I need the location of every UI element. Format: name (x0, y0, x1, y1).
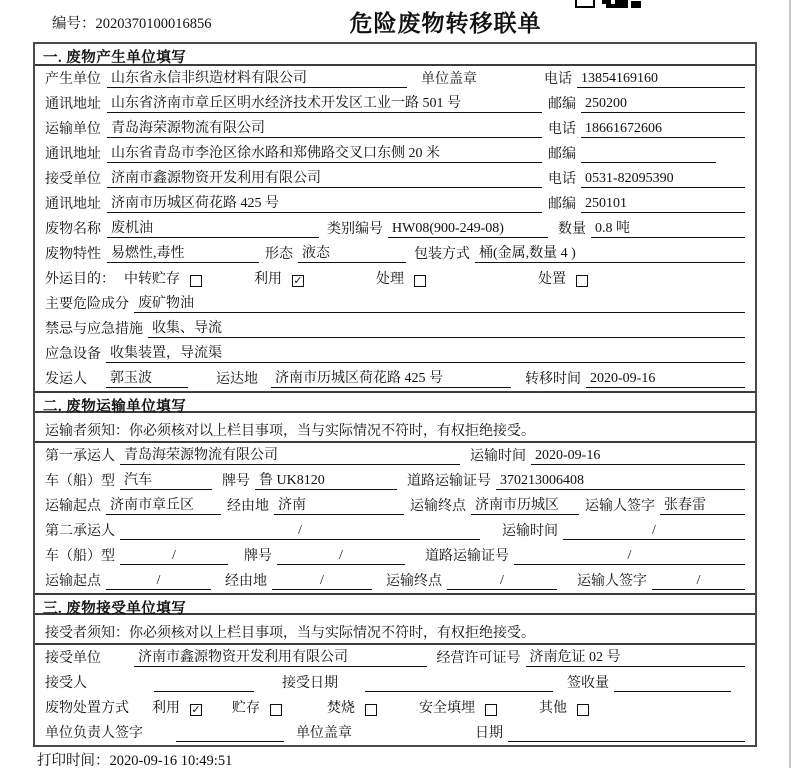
form-row (35, 468, 755, 493)
field-value: 济南市历城区荷花路 425 号 (107, 192, 542, 213)
checkbox-label: 焚烧 (327, 701, 355, 716)
field-label: 邮编 (548, 97, 576, 112)
checkbox-checked-icon: ✓ (191, 703, 201, 716)
checkbox-icon (485, 704, 497, 716)
checkbox-label: 安全填埋 (419, 701, 475, 716)
field-label: 经营许可证号 (436, 651, 521, 666)
field-value: 青岛海荣源物流有限公司 (107, 117, 542, 138)
field-value: / (514, 547, 745, 565)
field-label: 电话 (544, 72, 572, 87)
field-label: 道路运输证号 (407, 474, 491, 489)
field-value: 0.8 吨 (591, 217, 745, 238)
checkbox-icon (577, 704, 589, 716)
field-label: 运输时间 (470, 449, 526, 464)
field-value: 济南市鑫源物资开发利用有限公司 (107, 167, 542, 188)
field-label: 单位负责人签字 (45, 726, 143, 741)
field-label: 运输起点 (45, 574, 101, 589)
field-label: 运输终点 (410, 499, 466, 514)
manifest-table (33, 42, 757, 747)
field-value: 济南市章丘区 (106, 494, 221, 515)
field-label: 类别编号 (327, 222, 383, 237)
form-row (35, 216, 755, 241)
form-row (35, 493, 755, 518)
field-value: / (120, 547, 228, 565)
form-row (35, 341, 755, 366)
checkbox-label: 其他 (539, 701, 567, 716)
section3-notice: 接受者须知：你必须核对以上栏目事项，当与实际情况不符时，有权拒绝接受。 (35, 615, 755, 645)
field-value: / (106, 572, 211, 590)
field-value: / (563, 522, 745, 540)
field-value: 250200 (581, 95, 745, 113)
field-label: 牌号 (222, 474, 250, 489)
section1-header: 一. 废物产生单位填写 (35, 44, 755, 66)
field-label: 运输起点 (45, 499, 101, 514)
form-row (35, 366, 755, 391)
form-row-checkboxes (35, 266, 755, 291)
form-row (35, 443, 755, 468)
field-label: 接受日期 (282, 676, 338, 691)
field-value: 济南市历城区荷花路 425 号 (271, 367, 511, 388)
field-label: 应急设备 (45, 347, 101, 362)
section2-notice: 运输者须知：你必须核对以上栏目事项，当与实际情况不符时，有权拒绝接受。 (35, 413, 755, 443)
field-label: 日期 (475, 726, 503, 741)
form-row (35, 191, 755, 216)
field-value: 2020-09-16 (586, 370, 745, 388)
field-value: 济南市历城区 (471, 494, 579, 515)
field-value: 郭玉波 (106, 367, 188, 388)
field-label: 运输终点 (386, 574, 442, 589)
field-value: / (120, 522, 480, 540)
field-label: 运达地 (216, 372, 258, 387)
field-value: 济南危证 02 号 (526, 646, 745, 667)
form-row-checkboxes (35, 695, 755, 720)
form-row (35, 241, 755, 266)
field-label: 道路运输证号 (425, 549, 509, 564)
form-row (35, 518, 755, 543)
field-label: 运输人签字 (585, 499, 655, 514)
form-row (35, 316, 755, 341)
field-value: / (447, 572, 557, 590)
field-value: / (272, 572, 372, 590)
checkbox-checked-icon: ✓ (293, 274, 303, 287)
field-label: 签收量 (567, 676, 609, 691)
field-value: 250101 (581, 195, 745, 213)
field-label: 废物名称 (45, 222, 101, 237)
field-label: 单位盖章 (421, 72, 477, 87)
checkbox-icon (414, 275, 426, 287)
field-value (614, 674, 731, 692)
field-value (508, 724, 745, 742)
field-value: 370213006408 (496, 472, 745, 490)
checkbox-icon (365, 704, 377, 716)
form-row (35, 116, 755, 141)
field-value: 鲁 UK8120 (255, 469, 397, 490)
field-value (581, 145, 716, 163)
field-label: 牌号 (244, 549, 272, 564)
form-row (35, 66, 755, 91)
field-label: 邮编 (548, 197, 576, 212)
field-label: 电话 (548, 122, 576, 137)
field-label: 运输时间 (502, 524, 558, 539)
checkbox-icon (190, 275, 202, 287)
field-value: HW08(900-249-08) (388, 220, 548, 238)
field-value: / (277, 547, 405, 565)
form-row (35, 720, 755, 745)
print-timestamp: 打印时间：2020-09-16 10:49:51 (37, 753, 233, 768)
field-label: 禁忌与应急措施 (45, 322, 143, 337)
field-value: 收集装置，导流渠 (106, 342, 745, 363)
form-row (35, 141, 755, 166)
field-value: 山东省永信非织造材料有限公司 (107, 67, 407, 88)
field-value: 易燃性,毒性 (107, 242, 259, 263)
field-value (154, 674, 254, 692)
field-value: 济南 (274, 494, 404, 515)
field-value: 液态 (298, 242, 406, 263)
field-value: 收集、导流 (148, 317, 745, 338)
field-label: 通讯地址 (45, 147, 101, 162)
field-value: 废矿物油 (134, 292, 745, 313)
field-value: 桶(金属,数量 4 ) (475, 242, 745, 263)
form-row (35, 166, 755, 191)
field-value (176, 724, 284, 742)
field-label: 接受单位 (45, 651, 101, 666)
field-value: 山东省青岛市李沧区徐水路和郑佛路交叉口东侧 20 米 (107, 142, 542, 163)
form-row (35, 645, 755, 670)
field-label: 电话 (548, 172, 576, 187)
page-title: 危险废物转移联单 (349, 11, 542, 36)
field-label: 转移时间 (525, 372, 581, 387)
form-row (35, 543, 755, 568)
field-value: 13854169160 (577, 70, 745, 88)
field-label: 经由地 (225, 574, 267, 589)
field-label: 包装方式 (414, 247, 470, 262)
page-edge-line (789, 0, 791, 768)
form-row (35, 670, 755, 695)
serial-label: 编号： (52, 16, 96, 32)
field-label: 废物处置方式 (45, 701, 129, 716)
field-value: 青岛海荣源物流有限公司 (120, 444, 460, 465)
field-label: 第一承运人 (45, 449, 115, 464)
field-label: 通讯地址 (45, 97, 101, 112)
field-label: 经由地 (227, 499, 269, 514)
checkbox-label: 处置 (538, 272, 566, 287)
field-label: 主要危险成分 (45, 297, 129, 312)
checkbox-icon (576, 275, 588, 287)
checkbox-icon (270, 704, 282, 716)
field-value: 废机油 (107, 217, 319, 238)
field-label: 车（船）型 (45, 549, 115, 564)
field-value: / (652, 572, 745, 590)
section3-header: 三. 废物接受单位填写 (35, 593, 755, 615)
field-label: 通讯地址 (45, 197, 101, 212)
field-value: 2020-09-16 (531, 447, 745, 465)
field-label: 数量 (558, 222, 586, 237)
field-value: 张春雷 (660, 494, 745, 515)
field-label: 车（船）型 (45, 474, 115, 489)
field-value: 0531-82095390 (581, 170, 745, 188)
field-value: 18661672606 (581, 120, 745, 138)
checkbox-label: 处理 (376, 272, 404, 287)
serial-value: 2020370100016856 (95, 16, 212, 32)
checkbox-label: 中转贮存 (124, 272, 180, 287)
field-label: 废物特性 (45, 247, 101, 262)
field-label: 接受单位 (45, 172, 101, 187)
field-value: 山东省济南市章丘区明水经济技术开发区工业一路 501 号 (107, 92, 542, 113)
form-row (35, 568, 755, 593)
field-label: 单位盖章 (296, 726, 352, 741)
field-label: 外运目的： (45, 272, 115, 287)
section2-header: 二. 废物运输单位填写 (35, 391, 755, 413)
field-label: 形态 (265, 247, 293, 262)
checkbox-label: 利用 (152, 701, 180, 716)
qr-code-fragment (575, 0, 641, 9)
field-label: 运输人签字 (577, 574, 647, 589)
field-label: 接受人 (45, 676, 87, 691)
checkbox-label: 贮存 (232, 701, 260, 716)
field-label: 第二承运人 (45, 524, 115, 539)
checkbox-label: 利用 (254, 272, 282, 287)
field-value (365, 674, 553, 692)
field-value: 汽车 (120, 469, 212, 490)
form-row (35, 291, 755, 316)
field-label: 邮编 (548, 147, 576, 162)
form-row (35, 91, 755, 116)
field-label: 运输单位 (45, 122, 101, 137)
field-label: 产生单位 (45, 72, 101, 87)
field-label: 发运人 (45, 372, 87, 387)
field-value: 济南市鑫源物资开发利用有限公司 (134, 646, 427, 667)
